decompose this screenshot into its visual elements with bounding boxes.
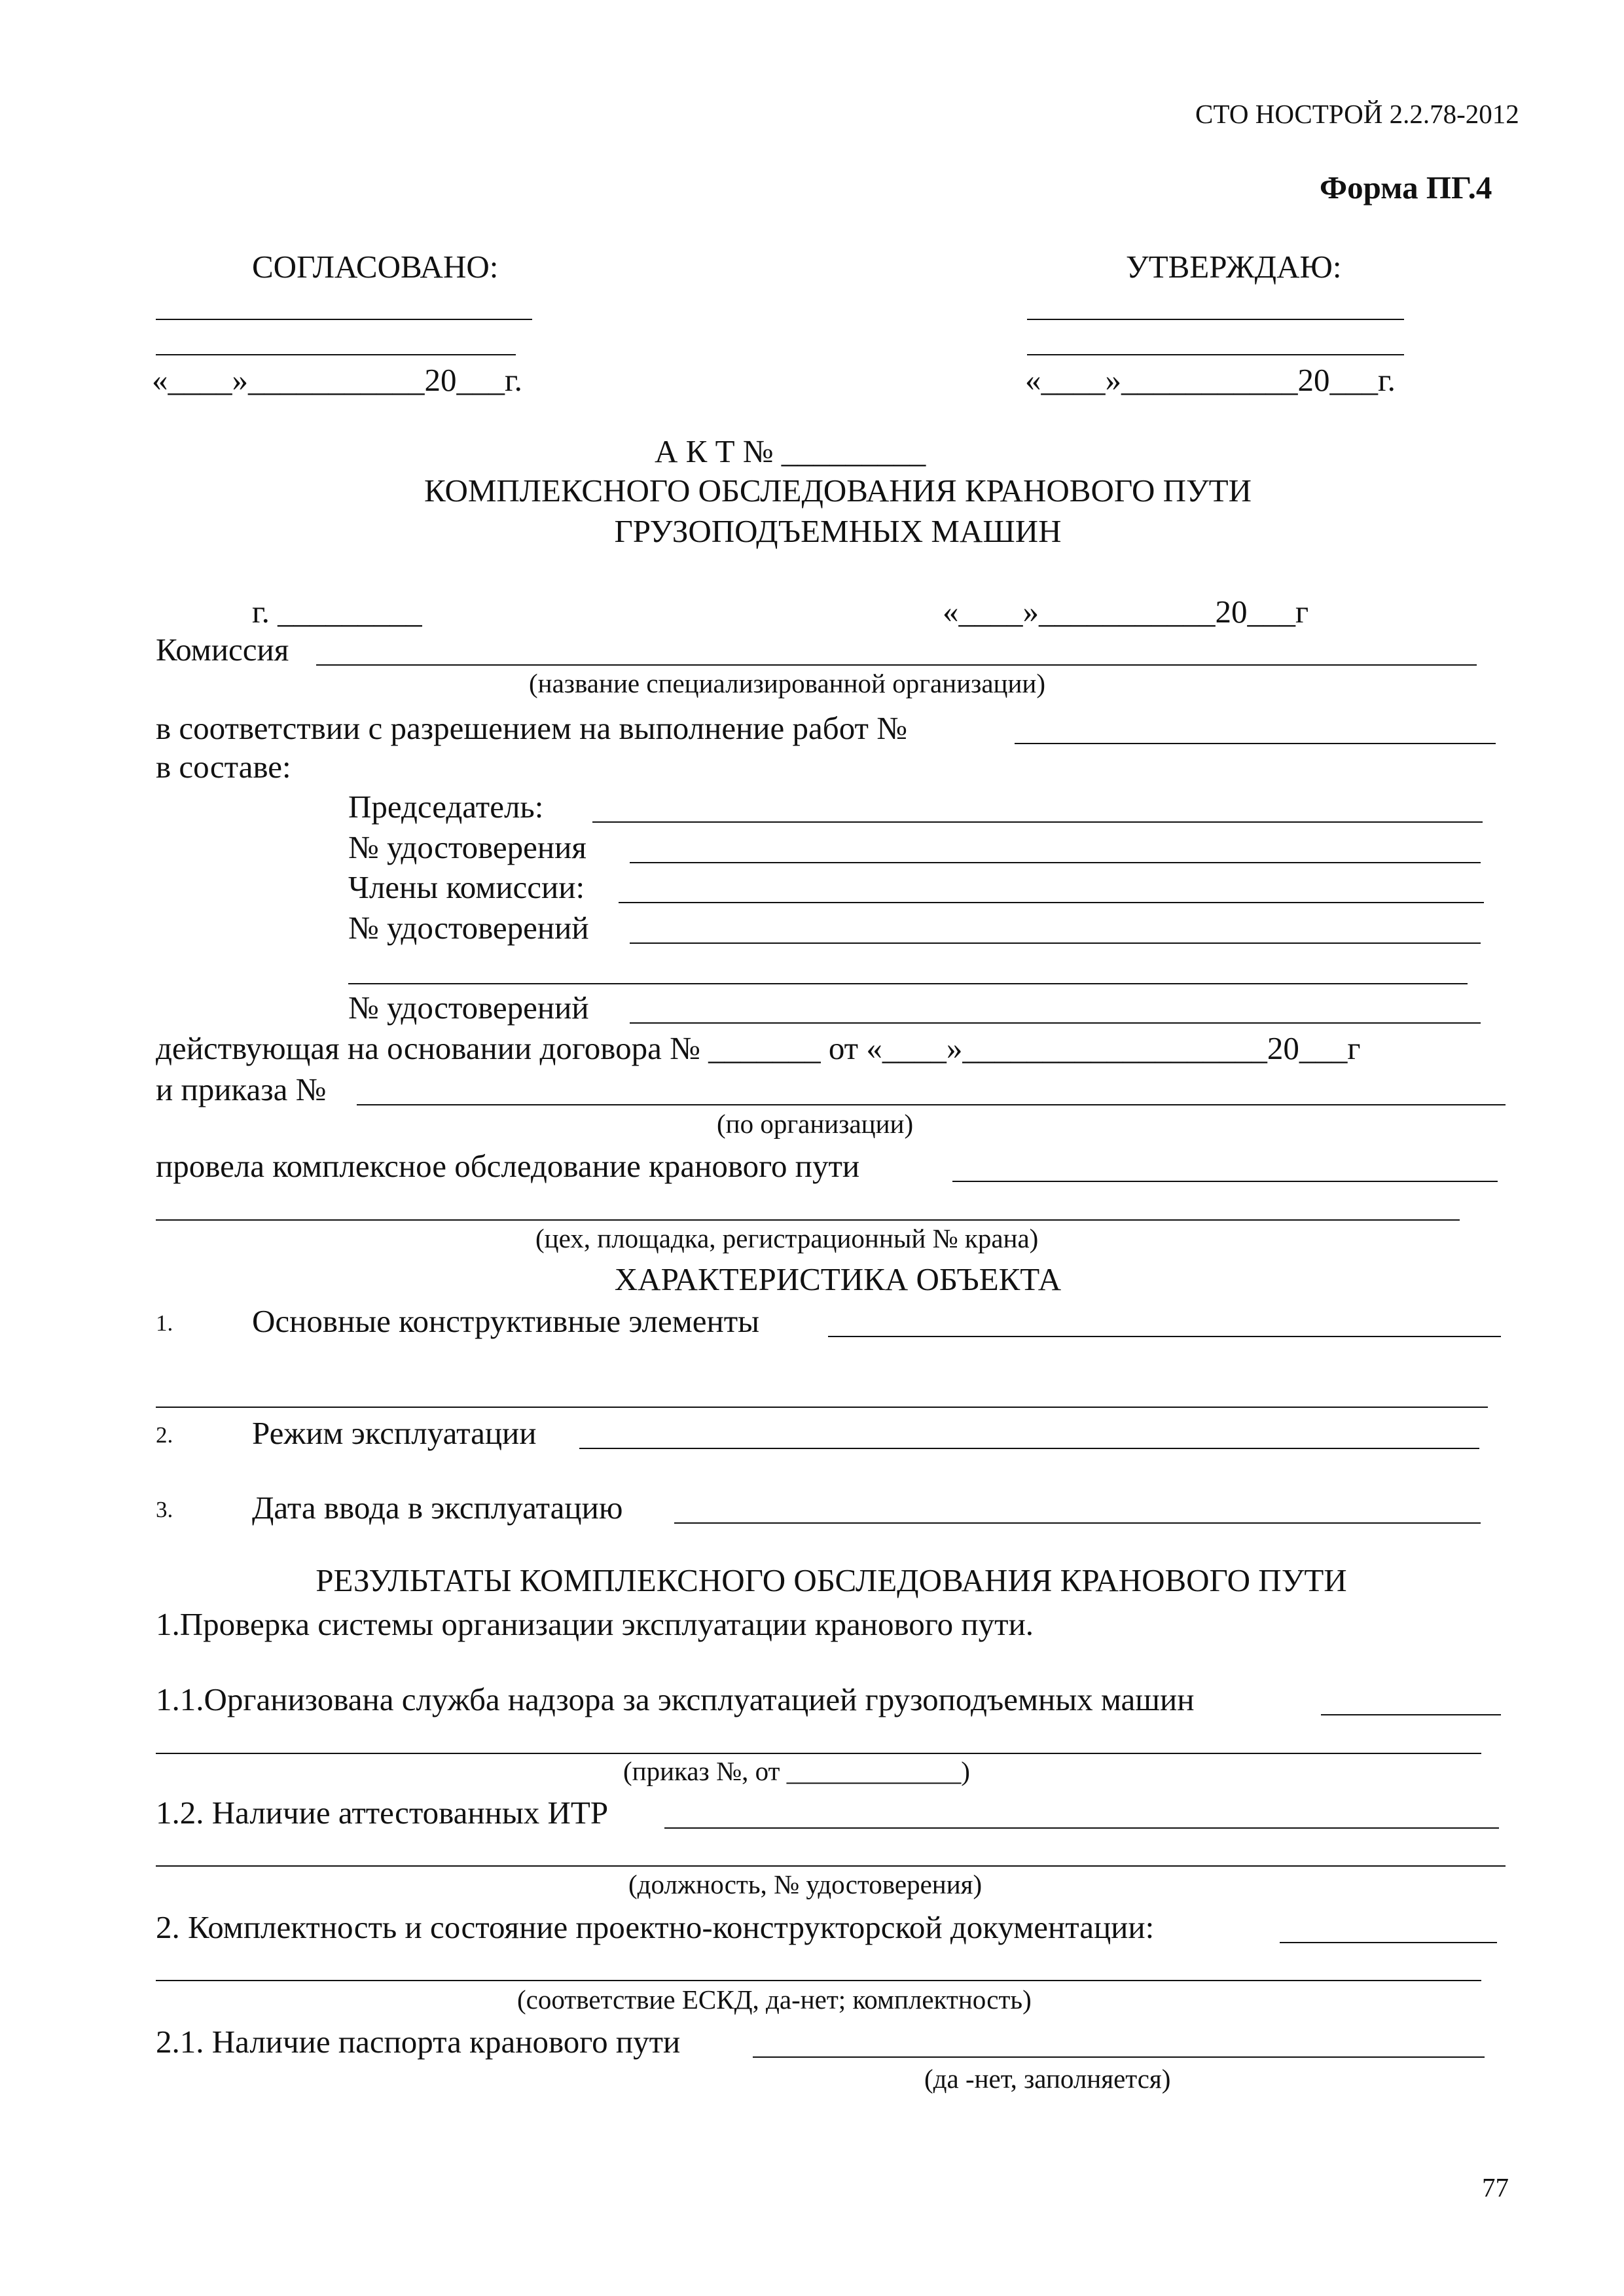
- members-cert-line-1[interactable]: [630, 942, 1481, 944]
- approve-signature-line-1[interactable]: [1027, 319, 1404, 320]
- form-number: Форма ПГ.4: [1320, 170, 1492, 206]
- members-cert-label-1: № удостоверений: [348, 910, 589, 946]
- approve-signature-line-2[interactable]: [1027, 354, 1404, 355]
- results-section-1-2: 1.2. Наличие аттестованных ИТР: [156, 1795, 609, 1831]
- characteristic-label-2: Режим эксплуатации: [252, 1415, 537, 1451]
- characteristic-number-1: 1.: [156, 1310, 173, 1336]
- act-title-line-1: КОМПЛЕКСНОГО ОБСЛЕДОВАНИЯ КРАНОВОГО ПУТИ: [424, 473, 1252, 509]
- composition-label: в составе:: [156, 749, 291, 785]
- survey-input-line[interactable]: [952, 1181, 1498, 1182]
- results-section-1: 1.Проверка системы организации эксплуатации кранового пути.: [156, 1606, 1034, 1642]
- characteristic-label-1: Основные конструктивные элементы: [252, 1303, 760, 1339]
- chairman-cert-label: № удостоверения: [348, 829, 586, 865]
- results-heading: РЕЗУЛЬТАТЫ КОМПЛЕКСНОГО ОБСЛЕДОВАНИЯ КРАНОВОГО ПУТИ: [316, 1562, 1347, 1598]
- chairman-cert-line[interactable]: [630, 862, 1481, 863]
- members-extra-line[interactable]: [348, 983, 1468, 984]
- members-cert-line-2[interactable]: [630, 1022, 1481, 1024]
- commission-hint: (название специализированной организации): [529, 668, 1046, 698]
- act-number: А К Т № _________: [655, 433, 926, 469]
- survey-hint: (цех, площадка, регистрационный № крана): [535, 1223, 1039, 1253]
- results-1-1-line-2[interactable]: [156, 1753, 1481, 1754]
- order-label: и приказа №: [156, 1071, 327, 1107]
- commission-label: Комиссия: [156, 632, 289, 668]
- results-2-line[interactable]: [1280, 1942, 1497, 1943]
- results-1-2-hint: (должность, № удостоверения): [628, 1869, 983, 1899]
- results-2-1-hint: (да -нет, заполняется): [924, 2064, 1171, 2094]
- characteristic-line-1b[interactable]: [156, 1407, 1488, 1408]
- permit-label: в соответствии с разрешением на выполнение работ №: [156, 710, 907, 746]
- results-2-hint: (соответствие ЕСКД, да-нет; комплектность): [517, 1984, 1032, 2015]
- results-2-line-2[interactable]: [156, 1980, 1481, 1981]
- members-cert-label-2: № удостоверений: [348, 990, 589, 1026]
- agreed-label: СОГЛАСОВАНО:: [252, 249, 499, 285]
- agreed-signature-line-2[interactable]: [156, 354, 516, 355]
- results-1-2-line[interactable]: [664, 1827, 1499, 1829]
- contract-line: действующая на основании договора № _______ от «____»___________________20___г: [156, 1030, 1361, 1066]
- chairman-label: Председатель:: [348, 789, 544, 825]
- results-1-1-hint: (приказ №, от _____________): [623, 1756, 970, 1786]
- city-field: г. _________: [252, 594, 422, 630]
- survey-label: провела комплексное обследование кранового пути: [156, 1148, 860, 1184]
- agreed-signature-line-1[interactable]: [156, 319, 532, 320]
- agreed-date: «____»___________20___г.: [152, 362, 522, 398]
- page-number: 77: [1482, 2172, 1509, 2202]
- results-section-2-1: 2.1. Наличие паспорта кранового пути: [156, 2024, 681, 2060]
- results-section-1-1: 1.1.Организована служба надзора за эксплуатацией грузоподъемных машин: [156, 1681, 1195, 1717]
- results-1-2-line-2[interactable]: [156, 1865, 1506, 1867]
- order-input-line[interactable]: [357, 1104, 1506, 1105]
- survey-input-line-2[interactable]: [156, 1219, 1460, 1221]
- results-2-1-line[interactable]: [753, 2056, 1485, 2058]
- characteristic-line-2[interactable]: [579, 1448, 1479, 1449]
- act-title-line-2: ГРУЗОПОДЪЕМНЫХ МАШИН: [614, 513, 1062, 549]
- members-input-line[interactable]: [619, 902, 1484, 903]
- members-label: Члены комиссии:: [348, 869, 585, 905]
- order-hint: (по организации): [717, 1109, 914, 1139]
- chairman-input-line[interactable]: [592, 821, 1483, 823]
- characteristics-heading: ХАРАКТЕРИСТИКА ОБЪЕКТА: [614, 1261, 1062, 1297]
- characteristic-label-3: Дата ввода в эксплуатацию: [252, 1490, 623, 1526]
- approve-date: «____»___________20___г.: [1025, 362, 1396, 398]
- permit-number-line[interactable]: [1015, 743, 1496, 744]
- results-1-1-line[interactable]: [1321, 1714, 1501, 1715]
- characteristic-line-3[interactable]: [674, 1522, 1481, 1524]
- act-date-field: «____»___________20___г: [943, 594, 1309, 630]
- commission-input-line[interactable]: [316, 664, 1477, 666]
- characteristic-number-3: 3.: [156, 1497, 173, 1522]
- characteristic-number-2: 2.: [156, 1422, 173, 1448]
- characteristic-line-1[interactable]: [828, 1336, 1501, 1337]
- approve-label: УТВЕРЖДАЮ:: [1126, 249, 1342, 285]
- results-section-2: 2. Комплектность и состояние проектно-конструкторской документации:: [156, 1909, 1155, 1945]
- standard-code: СТО НОСТРОЙ 2.2.78-2012: [1195, 99, 1519, 129]
